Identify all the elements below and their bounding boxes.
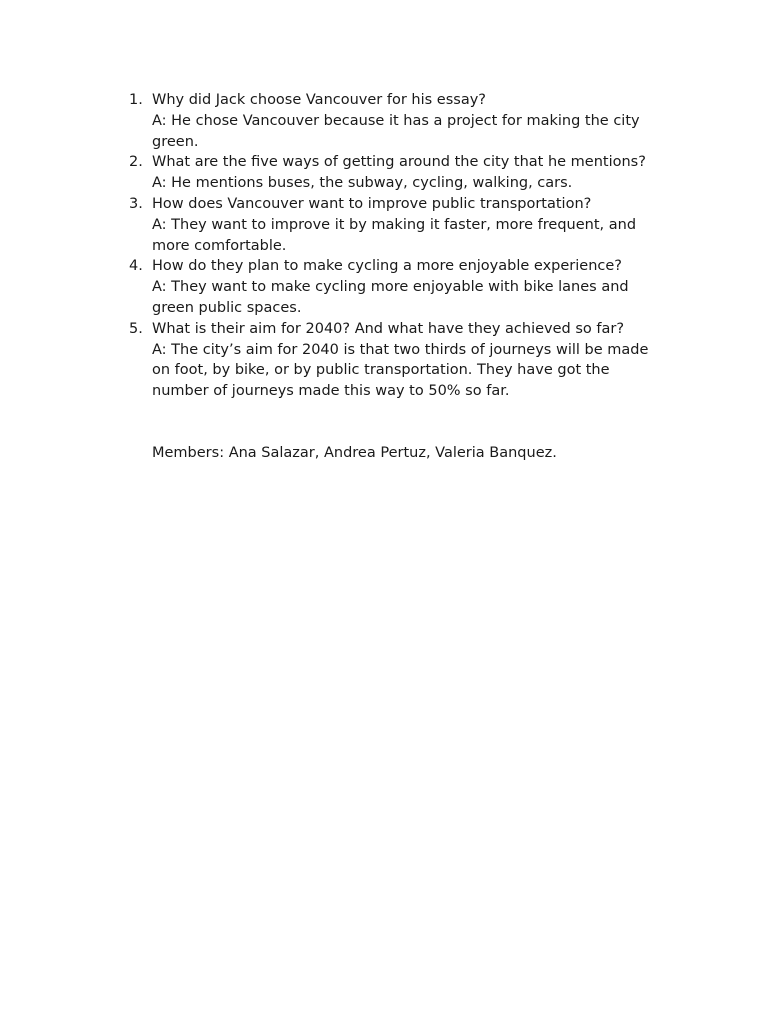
- answer-text: A: They want to improve it by making it faster, more frequent, and more comfortable.: [152, 216, 637, 254]
- item-number: 5.: [129, 320, 143, 337]
- question-text: What are the five ways of getting around the city that he mentions?: [152, 154, 646, 171]
- list-item: [129, 90, 669, 152]
- list-item: [129, 194, 669, 256]
- list-item: [129, 152, 669, 194]
- answer-text: A: He mentions buses, the subway, cycling, walking, cars.: [152, 175, 573, 192]
- question-text: How do they plan to make cycling a more enjoyable experience?: [152, 258, 622, 275]
- answer-text: A: They want to make cycling more enjoyable with bike lanes and green public spaces.: [152, 279, 629, 316]
- question-text: How does Vancouver want to improve public transportation?: [152, 195, 592, 212]
- list-item: [129, 256, 669, 318]
- members-line: Members: Ana Salazar, Andrea Pertuz, Valeria Banquez.: [152, 445, 557, 461]
- question-text: Why did Jack choose Vancouver for his essay?: [152, 92, 486, 108]
- question-text: What is their aim for 2040? And what have they achieved so far?: [152, 320, 625, 337]
- item-number: 1.: [129, 92, 143, 108]
- question-list: [129, 90, 669, 402]
- item-number: 2.: [129, 154, 143, 171]
- item-number: 4.: [129, 258, 143, 275]
- answer-text: A: The city’s aim for 2040 is that two thirds of journeys will be made on foot, by bike, or by public transportation. They have got the number of journeys made this way to 50% so far.: [152, 341, 649, 400]
- list-item: [129, 319, 669, 402]
- answer-text: A: He chose Vancouver because it has a project for making the city green.: [152, 112, 640, 150]
- item-number: 3.: [129, 195, 143, 212]
